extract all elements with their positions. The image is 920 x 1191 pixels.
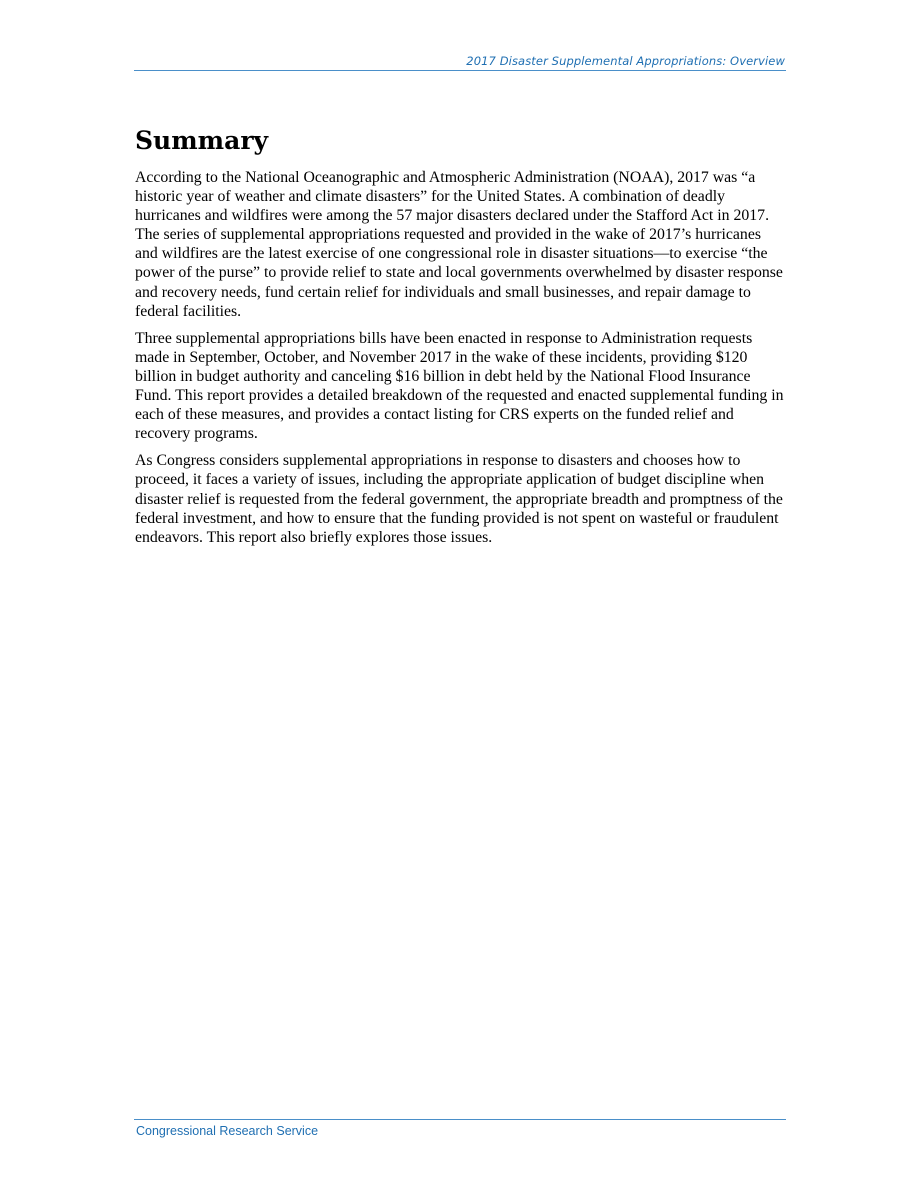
summary-heading: Summary [135,126,269,155]
summary-paragraph-2: Three supplemental appropriations bills have been enacted in response to Administration requests made in September, October, and November 2017 in the wake of these incidents, providing $120 billion in budget authority and canceling $16 billion in debt held by the National Flood Insurance Fund. This report provides a detailed breakdown of the requested and enacted supplemental funding in each of these measures, and provides a contact listing for CRS experts on the funded relief and recovery programs. [135,329,784,443]
summary-body [135,168,785,555]
running-header [134,52,786,71]
footer-organization: Congressional Research Service [136,1124,319,1138]
summary-paragraph-3: As Congress considers supplemental appropriations in response to disasters and chooses how to proceed, it faces a variety of issues, including the appropriate application of budget discipline when disaster relief is requested from the federal government, the appropriate breadth and promptness of the federal investment, and how to ensure that the funding provided is not spent on wasteful or fraudulent endeavors. This report also briefly explores those issues. [135,452,783,546]
summary-paragraph-1: According to the National Oceanographic and Atmospheric Administration (NOAA), 2017 was “a historic year of weather and climate disasters” for the United States. A combination of deadly hurricanes and wildfires were among the 57 major disasters declared under the Stafford Act in 2017. The series of supplemental appropriations requested and provided in the wake of 2017’s hurricanes and wildfires are the latest exercise of one congressional role in disaster situations—to exercise “the power of the purse” to provide relief to state and local governments overwhelmed by disaster response and recovery needs, fund certain relief for individuals and small businesses, and repair damage to federal facilities. [135,169,783,320]
running-footer [134,1119,786,1138]
running-header-title: 2017 Disaster Supplemental Appropriations: Overview [466,54,785,68]
